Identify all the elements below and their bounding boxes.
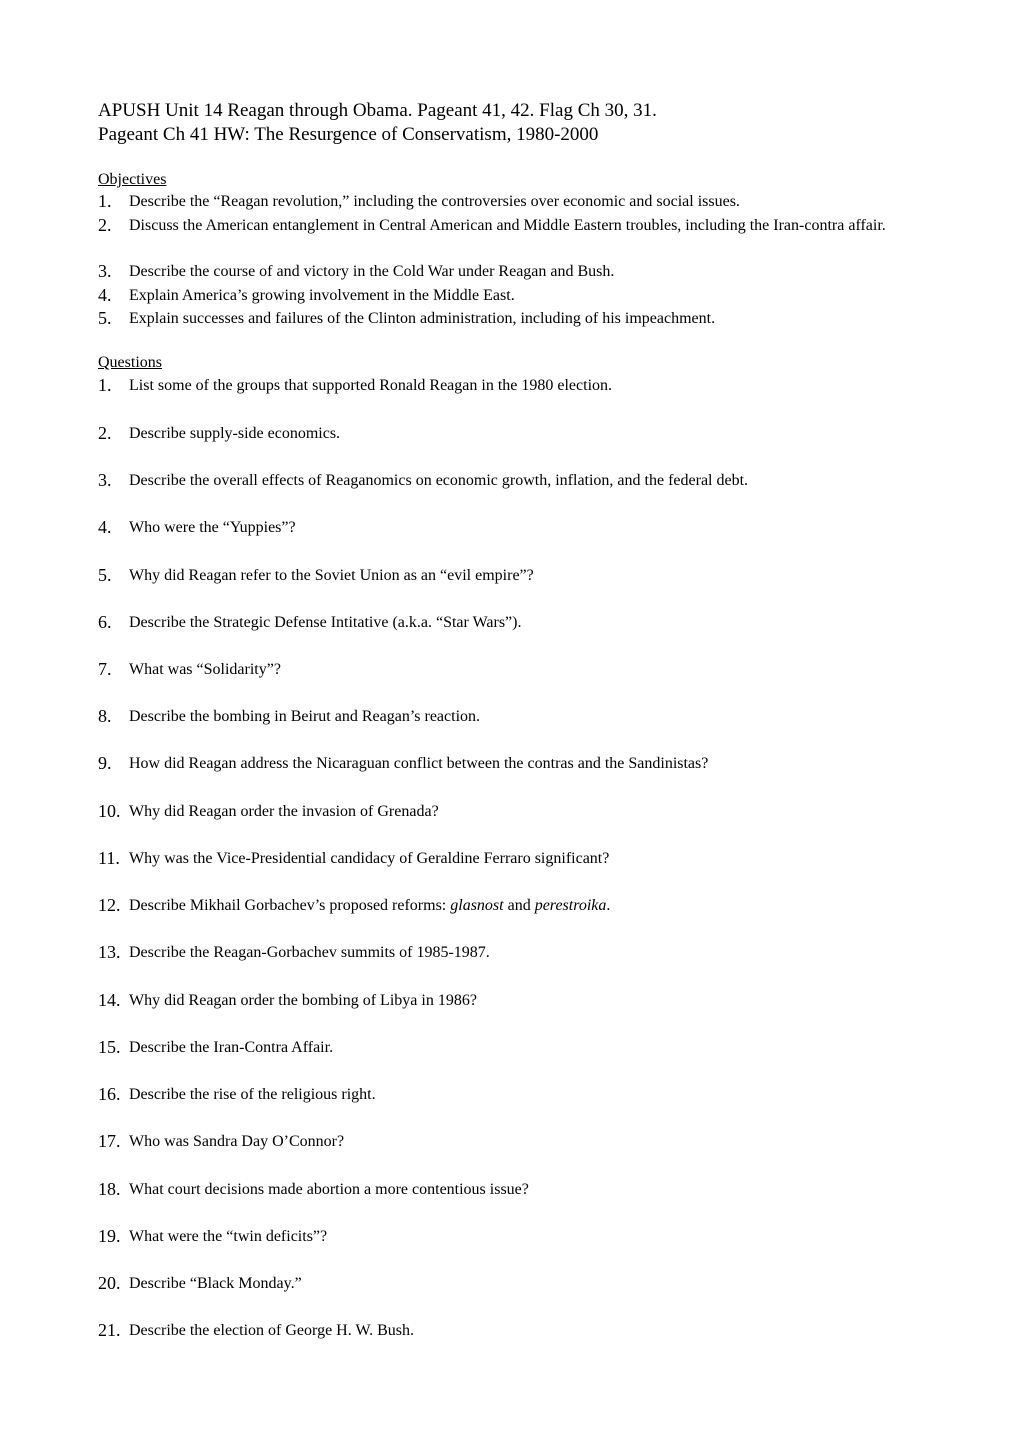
question-number: 2.: [98, 423, 112, 443]
question-text: Describe the election of George H. W. Bush.: [129, 1322, 414, 1339]
glasnost-term: glasnost: [450, 897, 504, 914]
question-text-joiner: and: [503, 897, 535, 914]
question-text-prefix: Describe Mikhail Gorbachev’s proposed reforms:: [129, 897, 451, 914]
question-text: Describe the bombing in Beirut and Reagan’s reaction.: [129, 708, 481, 725]
question-number: 12.: [98, 895, 121, 915]
question-text: Describe the Reagan-Gorbachev summits of 1985-1987.: [129, 944, 490, 961]
question-text: List some of the groups that supported Ronald Reagan in the 1980 election.: [129, 377, 613, 394]
question-item: [98, 1320, 898, 1342]
objective-text: Explain successes and failures of the Clinton administration, including of his impeachment.: [129, 310, 716, 327]
question-number: 13.: [98, 942, 121, 962]
question-number: 10.: [98, 801, 121, 821]
question-text: Describe the Iran-Contra Affair.: [129, 1039, 334, 1056]
objectives-heading: Objectives: [98, 171, 167, 188]
questions-heading: Questions: [98, 354, 162, 371]
question-item: [98, 565, 898, 587]
question-item: [98, 942, 898, 964]
question-number: 6.: [98, 612, 112, 632]
question-number: 5.: [98, 565, 112, 585]
question-number: 3.: [98, 470, 112, 490]
question-item: [98, 1037, 898, 1059]
question-item: [98, 375, 898, 397]
question-number: 19.: [98, 1226, 121, 1246]
document-subtitle: Pageant Ch 41 HW: The Resurgence of Conservatism, 1980-2000: [98, 124, 599, 145]
question-item: [98, 612, 898, 634]
question-number: 15.: [98, 1037, 121, 1057]
question-text: Describe the Strategic Defense Intitative (a.k.a. “Star Wars”).: [129, 614, 522, 631]
question-number: 11.: [98, 848, 120, 868]
objective-number: 1.: [98, 191, 112, 211]
question-number: 4.: [98, 517, 112, 537]
question-number: 21.: [98, 1320, 121, 1340]
question-item: [98, 990, 898, 1012]
question-text-suffix: .: [606, 897, 611, 914]
objective-text: Explain America’s growing involvement in the Middle East.: [129, 287, 515, 304]
question-text: Who were the “Yuppies”?: [129, 519, 296, 536]
question-text: Describe “Black Monday.”: [129, 1275, 302, 1292]
question-item: [98, 470, 898, 492]
objective-item: [98, 191, 898, 213]
question-text: What was “Solidarity”?: [129, 661, 281, 678]
question-item: [98, 706, 898, 728]
question-item: [98, 848, 898, 870]
question-item: [98, 423, 898, 445]
objective-number: 3.: [98, 261, 112, 281]
objective-item: [98, 215, 898, 237]
objective-text: Describe the “Reagan revolution,” including the controversies over economic and social issues.: [129, 193, 740, 210]
question-text: Why did Reagan order the invasion of Grenada?: [129, 803, 439, 820]
question-number: 7.: [98, 659, 112, 679]
question-number: 17.: [98, 1131, 121, 1151]
question-item: [98, 1179, 898, 1201]
question-item: [98, 1084, 898, 1106]
question-item: [98, 1226, 898, 1248]
question-item: [98, 1131, 898, 1153]
objective-item: [98, 308, 898, 330]
objective-text: Describe the course of and victory in the Cold War under Reagan and Bush.: [129, 263, 615, 280]
perestroika-term: perestroika: [534, 897, 607, 914]
question-text: [129, 895, 898, 917]
question-number: 9.: [98, 753, 112, 773]
question-number: 20.: [98, 1273, 121, 1293]
objective-item: [98, 261, 898, 283]
question-text: Describe the rise of the religious right.: [129, 1086, 376, 1103]
question-item: [98, 895, 898, 917]
objective-text: Discuss the American entanglement in Central American and Middle Eastern troubles, including the Iran-contra affair.: [129, 217, 886, 234]
document-title: APUSH Unit 14 Reagan through Obama. Pageant 41, 42. Flag Ch 30, 31.: [98, 100, 657, 121]
question-text: How did Reagan address the Nicaraguan conflict between the contras and the Sandinistas?: [129, 755, 709, 772]
objective-number: 4.: [98, 285, 112, 305]
objective-number: 5.: [98, 308, 112, 328]
question-item: [98, 659, 898, 681]
objective-item: [98, 285, 898, 307]
question-number: 1.: [98, 375, 112, 395]
question-text: Why was the Vice-Presidential candidacy of Geraldine Ferraro significant?: [129, 850, 610, 867]
question-number: 14.: [98, 990, 121, 1010]
question-text: Why did Reagan order the bombing of Libya in 1986?: [129, 992, 477, 1009]
question-number: 18.: [98, 1179, 121, 1199]
question-text: Describe supply-side economics.: [129, 425, 341, 442]
question-item: [98, 517, 898, 539]
question-item: [98, 753, 898, 775]
question-item: [98, 801, 898, 823]
question-text: Who was Sandra Day O’Connor?: [129, 1133, 345, 1150]
question-item: [98, 1273, 898, 1295]
question-number: 16.: [98, 1084, 121, 1104]
question-text: Describe the overall effects of Reaganomics on economic growth, inflation, and the federal debt.: [129, 472, 749, 489]
question-text: Why did Reagan refer to the Soviet Union as an “evil empire”?: [129, 567, 534, 584]
question-text: What were the “twin deficits”?: [129, 1228, 328, 1245]
objective-number: 2.: [98, 215, 112, 235]
question-text: What court decisions made abortion a more contentious issue?: [129, 1181, 529, 1198]
question-number: 8.: [98, 706, 112, 726]
